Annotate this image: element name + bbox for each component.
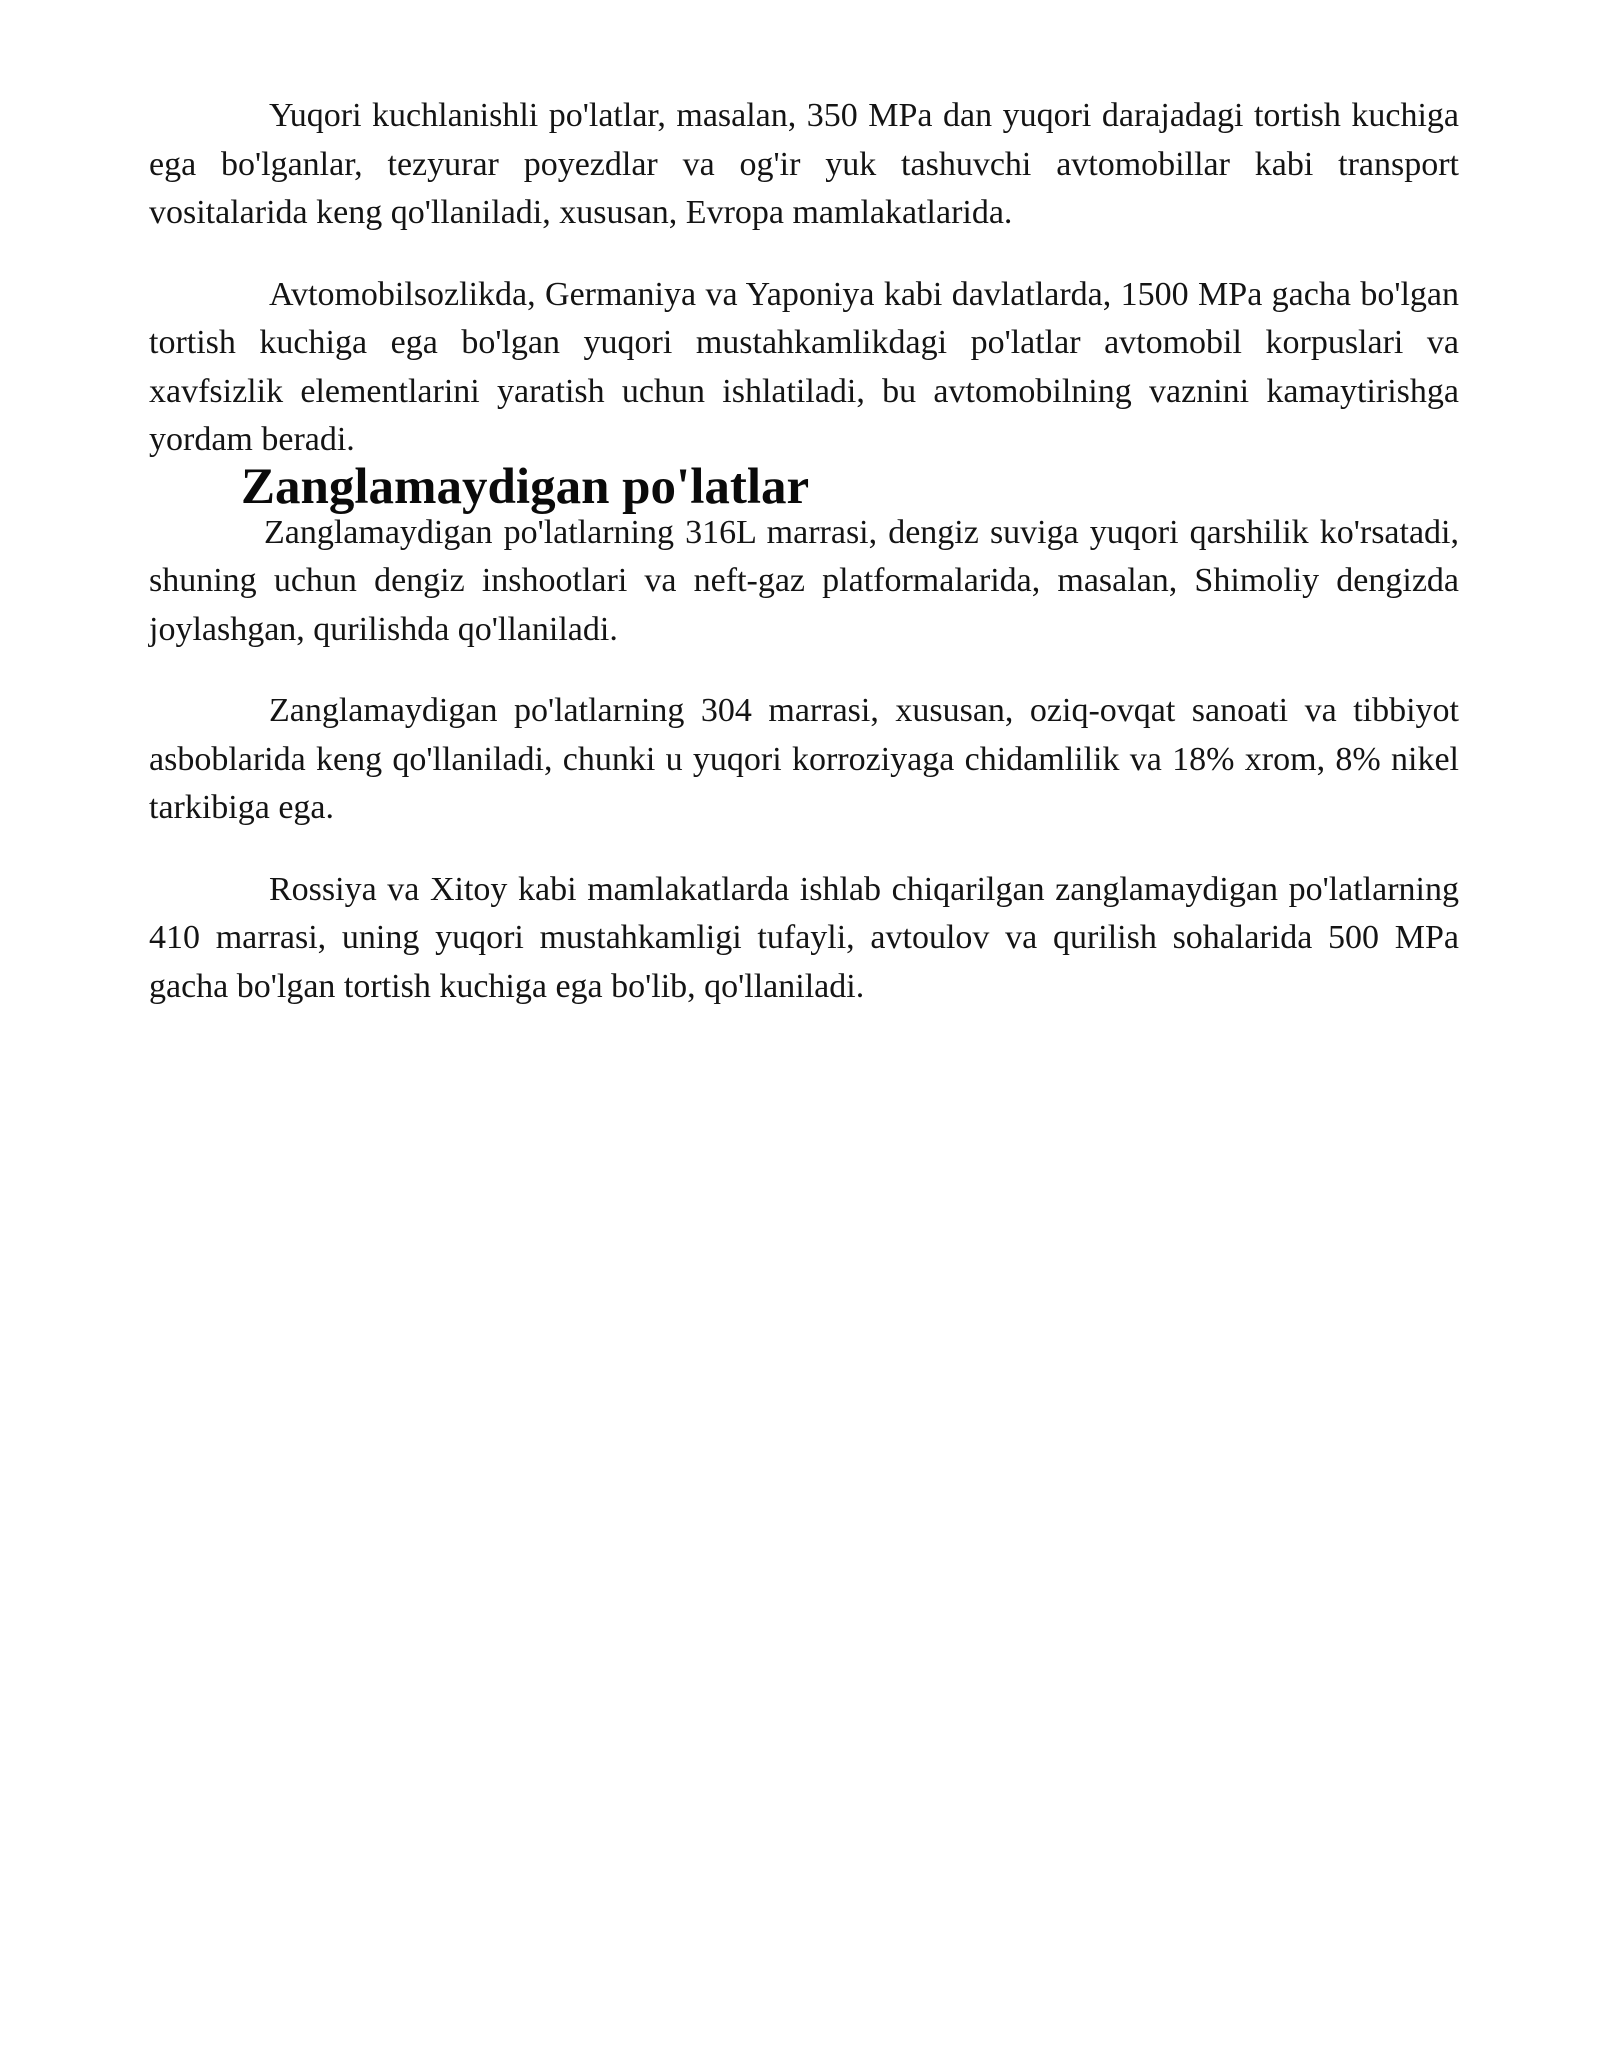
paragraph-high-strength-steels: Yuqori kuchlanishli po'latlar, masalan, 350 MPa dan yuqori darajadagi tortish kuchiga ega bo'lganlar, tezyurar poyezdlar va og'ir yuk tashuvchi avtomobillar kabi transport vositalarida keng qo'llaniladi, xususan, Evropa mamlakatlarida. — [149, 97, 1459, 231]
paragraph-410-grade: Rossiya va Xitoy kabi mamlakatlarda ishlab chiqarilgan zanglamaydigan po'latlarning 410 marrasi, uning yuqori mustahkamligi tufayli, avtoulov va qurilish sohalarida 500 MPa gacha bo'lgan tortish kuchiga ega bo'lib, qo'llaniladi. — [149, 870, 1459, 1005]
paragraph-304-grade: Zanglamaydigan po'latlarning 304 marrasi, xususan, oziq-ovqat sanoati va tibbiyot asboblarida keng qo'llaniladi, chunki u yuqori korroziyaga chidamlilik va 18% xrom, 8% nikel tarkibiga ega. — [149, 692, 1459, 826]
section-heading-stainless-steels: Zanglamaydigan po'latlar — [241, 458, 810, 515]
paragraph-automotive-steels: Avtomobilsozlikda, Germaniya va Yaponiya kabi davlatlarda, 1500 MPa gacha bo'lgan tortish kuchiga ega bo'lgan yuqori mustahkamlikdagi po'latlar avtomobil korpuslari va xavfsizlik elementlarini yaratish uchun ishlatiladi, bu avtomobilning vaznini kamaytirishga yordam beradi. — [149, 275, 1459, 458]
document-body — [149, 92, 1459, 1011]
paragraph-316l-grade: Zanglamaydigan po'latlarning 316L marrasi, dengiz suviga yuqori qarshilik ko'rsatadi, shuning uchun dengiz inshootlari va neft-gaz platformalarida, masalan, Shimoliy dengizda joylashgan, qurilishda qo'llaniladi. — [149, 513, 1459, 648]
